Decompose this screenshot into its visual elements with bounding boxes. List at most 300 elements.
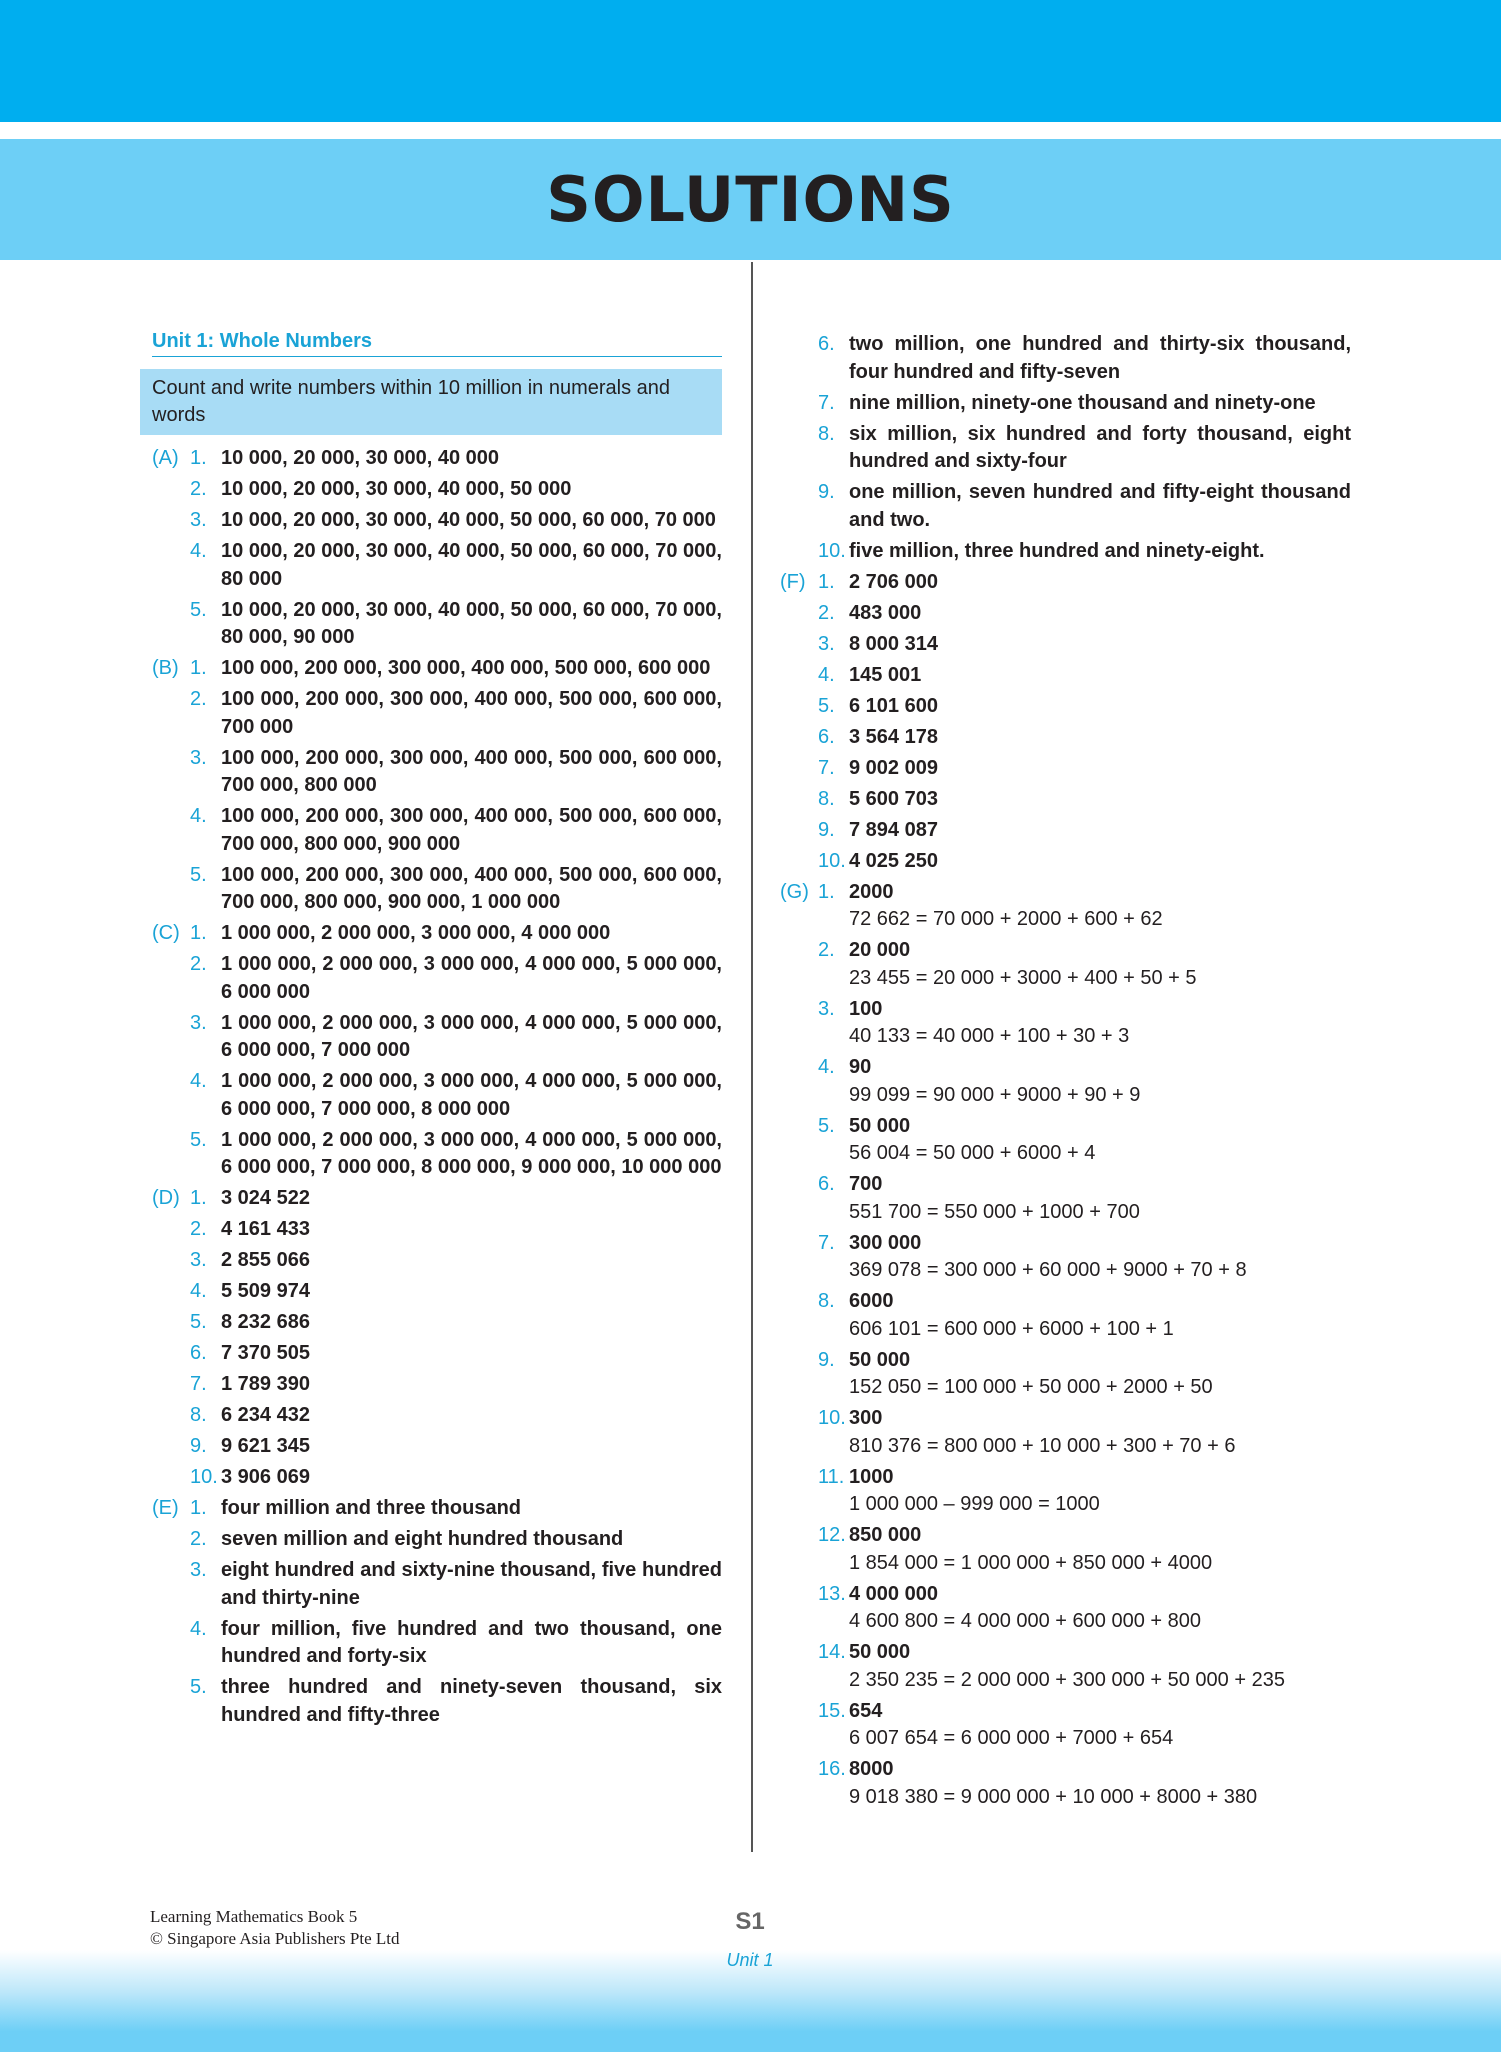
answer-text bbox=[849, 848, 1351, 876]
section-label bbox=[152, 862, 190, 917]
answer-expansion: 810 376 = 800 000 + 10 000 + 300 + 70 + 6 bbox=[849, 1434, 1236, 1457]
answer-item bbox=[152, 1433, 722, 1461]
item-number: 4. bbox=[818, 663, 835, 686]
item-number: 3. bbox=[190, 1559, 207, 1581]
answer-value: 1000 bbox=[849, 1465, 894, 1488]
answer-text bbox=[221, 1278, 722, 1306]
answer-item bbox=[780, 1405, 1351, 1460]
answer-item bbox=[780, 937, 1351, 992]
section-label bbox=[152, 1526, 190, 1554]
item-number: 5. bbox=[190, 598, 207, 621]
answer-text bbox=[221, 1433, 722, 1461]
answer-expansion: 99 099 = 90 000 + 9000 + 90 + 9 bbox=[849, 1083, 1141, 1106]
section-label bbox=[780, 1230, 818, 1285]
item-number: 1. bbox=[190, 1497, 207, 1519]
section-label bbox=[780, 538, 818, 566]
answer-text bbox=[221, 655, 722, 683]
answer-item bbox=[152, 1526, 722, 1554]
section-label bbox=[780, 1347, 818, 1402]
item-number: 9. bbox=[190, 1435, 207, 1457]
answer-item bbox=[780, 724, 1351, 752]
answer-text bbox=[221, 1010, 722, 1065]
answer-value: 300 000 bbox=[849, 1231, 922, 1254]
section-label bbox=[780, 600, 818, 628]
answer-text bbox=[849, 817, 1351, 845]
section-label: (G) bbox=[780, 880, 809, 903]
answer-value: four million, five hundred and two thousand, one hundred and forty-six bbox=[221, 1617, 722, 1667]
topic-box: Count and write numbers within 10 million in numerals and words bbox=[140, 369, 722, 435]
section-label bbox=[152, 1278, 190, 1306]
answer-item bbox=[780, 755, 1351, 783]
item-number: 16. bbox=[818, 1758, 846, 1780]
item-number: 1. bbox=[818, 880, 835, 903]
answer-item bbox=[152, 803, 722, 858]
answer-text bbox=[221, 803, 722, 858]
section-label: (A) bbox=[152, 447, 179, 469]
answer-item bbox=[152, 862, 722, 917]
item-number: 2. bbox=[818, 939, 835, 961]
answer-value: 300 bbox=[849, 1407, 883, 1429]
answer-value: seven million and eight hundred thousand bbox=[221, 1528, 624, 1550]
item-number: 8. bbox=[818, 787, 835, 810]
answer-text bbox=[221, 1127, 722, 1182]
item-number: 12. bbox=[818, 1524, 846, 1546]
answer-value: 10 000, 20 000, 30 000, 40 000 bbox=[221, 447, 500, 469]
answer-text bbox=[221, 1371, 722, 1399]
answer-value: 8 232 686 bbox=[221, 1311, 310, 1333]
answer-text bbox=[849, 662, 1351, 690]
unit-heading: Unit 1: Whole Numbers bbox=[152, 330, 722, 357]
answer-value: 1 789 390 bbox=[221, 1373, 310, 1395]
item-number: 6. bbox=[190, 1342, 207, 1364]
answer-text bbox=[221, 1557, 722, 1612]
answer-text bbox=[221, 1340, 722, 1368]
answer-text bbox=[221, 476, 722, 504]
answer-text bbox=[849, 1698, 1351, 1753]
answer-item bbox=[152, 1495, 722, 1523]
answer-value: 50 000 bbox=[849, 1348, 911, 1371]
answer-item bbox=[780, 662, 1351, 690]
answer-text bbox=[221, 1495, 722, 1523]
answer-text bbox=[849, 1288, 1351, 1343]
answer-text bbox=[849, 421, 1351, 476]
answer-item bbox=[152, 476, 722, 504]
answer-text bbox=[849, 996, 1351, 1051]
item-number: 7. bbox=[190, 1373, 207, 1395]
answer-text bbox=[221, 445, 722, 473]
answer-value: 1 000 000, 2 000 000, 3 000 000, 4 000 000, 5 000 000, 6 000 000, 7 000 000, 8 000 000 bbox=[221, 1070, 722, 1120]
answer-value: nine million, ninety-one thousand and ninety-one bbox=[849, 391, 1316, 414]
section-label bbox=[152, 951, 190, 1006]
section-label bbox=[152, 1127, 190, 1182]
answer-value: 3 024 522 bbox=[221, 1187, 310, 1209]
answer-item bbox=[152, 1340, 722, 1368]
section-label bbox=[780, 421, 818, 476]
item-number: 5. bbox=[190, 1676, 207, 1698]
answer-item bbox=[152, 745, 722, 800]
answer-item bbox=[152, 951, 722, 1006]
answer-text bbox=[849, 724, 1351, 752]
answer-text bbox=[221, 686, 722, 741]
answer-expansion: 369 078 = 300 000 + 60 000 + 9000 + 70 + 8 bbox=[849, 1259, 1247, 1281]
section-label bbox=[780, 1171, 818, 1226]
section-label bbox=[152, 1309, 190, 1337]
item-number: 9. bbox=[818, 481, 835, 503]
answer-value: 2 706 000 bbox=[849, 570, 938, 593]
answer-value: 3 564 178 bbox=[849, 725, 938, 748]
answer-expansion: 2 350 235 = 2 000 000 + 300 000 + 50 000 + 235 bbox=[849, 1668, 1285, 1691]
answer-item bbox=[152, 1010, 722, 1065]
answer-item bbox=[780, 693, 1351, 721]
section-label bbox=[780, 937, 818, 992]
section-label bbox=[152, 686, 190, 741]
answer-item bbox=[780, 569, 1351, 597]
item-number: 8. bbox=[190, 1404, 207, 1426]
answer-value: 483 000 bbox=[849, 601, 922, 624]
item-number: 2. bbox=[818, 601, 835, 624]
answer-expansion: 40 133 = 40 000 + 100 + 30 + 3 bbox=[849, 1025, 1130, 1047]
section-label bbox=[152, 1402, 190, 1430]
section-label bbox=[780, 1054, 818, 1109]
answer-value: four million and three thousand bbox=[221, 1497, 521, 1519]
answer-item bbox=[152, 1402, 722, 1430]
answer-value: 145 001 bbox=[849, 663, 922, 686]
section-label bbox=[152, 1616, 190, 1671]
answer-text bbox=[849, 1171, 1351, 1226]
answer-section bbox=[152, 1495, 722, 1729]
section-label bbox=[780, 1288, 818, 1343]
answer-value: three hundred and ninety-seven thousand, six hundred and fifty-three bbox=[221, 1676, 722, 1726]
answer-item bbox=[780, 1347, 1351, 1402]
answer-value: 9 002 009 bbox=[849, 756, 938, 779]
answer-item bbox=[780, 1054, 1351, 1109]
item-number: 14. bbox=[818, 1641, 846, 1663]
column-divider bbox=[751, 262, 753, 1852]
answer-item bbox=[152, 507, 722, 535]
answer-value: 4 025 250 bbox=[849, 849, 938, 872]
item-number: 1. bbox=[190, 922, 207, 944]
answer-item bbox=[780, 1113, 1351, 1168]
answer-item bbox=[152, 686, 722, 741]
section-label bbox=[780, 755, 818, 783]
item-number: 6. bbox=[818, 1173, 835, 1195]
answer-text bbox=[221, 1216, 722, 1244]
answer-item bbox=[780, 1171, 1351, 1226]
answer-item bbox=[152, 1247, 722, 1275]
item-number: 3. bbox=[190, 746, 207, 769]
item-number: 6. bbox=[818, 725, 835, 748]
answer-expansion: 606 101 = 600 000 + 6000 + 100 + 1 bbox=[849, 1317, 1174, 1340]
item-number: 5. bbox=[818, 694, 835, 717]
item-number: 8. bbox=[818, 1290, 835, 1312]
answer-value: 100 bbox=[849, 997, 883, 1020]
right-sections bbox=[780, 331, 1351, 1811]
answer-value: two million, one hundred and thirty-six thousand, four hundred and fifty-seven bbox=[849, 333, 1351, 383]
answer-value: 850 000 bbox=[849, 1524, 922, 1546]
section-label bbox=[780, 817, 818, 845]
answer-text bbox=[221, 1674, 722, 1729]
answer-text bbox=[849, 786, 1351, 814]
item-number: 3. bbox=[190, 1249, 207, 1271]
item-number: 8. bbox=[818, 422, 835, 445]
answer-text bbox=[849, 1522, 1351, 1577]
publisher: © Singapore Asia Publishers Pte Ltd bbox=[150, 1929, 400, 1948]
answer-item bbox=[152, 1309, 722, 1337]
answer-text bbox=[849, 1405, 1351, 1460]
section-label bbox=[780, 1581, 818, 1636]
item-number: 4. bbox=[190, 1617, 207, 1640]
answer-value: five million, three hundred and ninety-eight. bbox=[849, 539, 1265, 562]
item-number: 2. bbox=[190, 478, 207, 500]
item-number: 1. bbox=[818, 570, 835, 593]
section-label bbox=[152, 597, 190, 652]
section-label: (B) bbox=[152, 657, 179, 679]
answer-text bbox=[221, 951, 722, 1006]
answer-expansion: 1 854 000 = 1 000 000 + 850 000 + 4000 bbox=[849, 1551, 1213, 1574]
answer-text bbox=[849, 693, 1351, 721]
item-number: 3. bbox=[190, 1011, 207, 1034]
answer-text bbox=[849, 1054, 1351, 1109]
item-number: 1. bbox=[190, 1187, 207, 1209]
answer-section bbox=[152, 1185, 722, 1492]
section-label bbox=[152, 803, 190, 858]
answer-value: 7 894 087 bbox=[849, 818, 938, 841]
item-number: 1. bbox=[190, 657, 207, 679]
answer-item bbox=[152, 1278, 722, 1306]
answer-text bbox=[849, 1230, 1351, 1285]
answer-item bbox=[780, 1464, 1351, 1519]
section-label bbox=[152, 507, 190, 535]
section-label: (D) bbox=[152, 1187, 180, 1209]
item-number: 4. bbox=[190, 1280, 207, 1302]
section-label: (E) bbox=[152, 1497, 179, 1519]
answer-item bbox=[780, 1230, 1351, 1285]
item-number: 7. bbox=[818, 1231, 835, 1254]
section-label bbox=[152, 745, 190, 800]
item-number: 13. bbox=[818, 1582, 846, 1605]
answer-item bbox=[780, 1581, 1351, 1636]
answer-expansion: 23 455 = 20 000 + 3000 + 400 + 50 + 5 bbox=[849, 966, 1197, 989]
section-label bbox=[780, 662, 818, 690]
answer-text bbox=[221, 1402, 722, 1430]
item-number: 9. bbox=[818, 818, 835, 841]
answer-value: 5 600 703 bbox=[849, 787, 938, 810]
answer-text bbox=[221, 597, 722, 652]
item-number: 5. bbox=[818, 1114, 835, 1137]
section-label bbox=[152, 1464, 190, 1492]
answer-expansion: 56 004 = 50 000 + 6000 + 4 bbox=[849, 1142, 1096, 1164]
answer-text bbox=[221, 920, 722, 948]
answer-text bbox=[849, 331, 1351, 386]
answer-section bbox=[152, 655, 722, 917]
answer-item bbox=[780, 331, 1351, 386]
page-number: S1 bbox=[735, 1908, 765, 1935]
answer-item bbox=[152, 597, 722, 652]
answer-value: 100 000, 200 000, 300 000, 400 000, 500 000, 600 000, 700 000 bbox=[221, 688, 722, 738]
answer-item bbox=[780, 1288, 1351, 1343]
answer-text bbox=[849, 1639, 1351, 1694]
answer-item bbox=[780, 817, 1351, 845]
answer-value: 6000 bbox=[849, 1290, 894, 1312]
answer-value: 10 000, 20 000, 30 000, 40 000, 50 000, 60 000, 70 000, 80 000 bbox=[221, 540, 722, 590]
answer-value: 1 000 000, 2 000 000, 3 000 000, 4 000 000, 5 000 000, 6 000 000 bbox=[221, 953, 722, 1003]
answer-item bbox=[780, 390, 1351, 418]
answer-value: 100 000, 200 000, 300 000, 400 000, 500 000, 600 000, 700 000, 800 000, 900 000, 1 000 000 bbox=[221, 863, 722, 913]
answer-expansion: 152 050 = 100 000 + 50 000 + 2000 + 50 bbox=[849, 1376, 1213, 1398]
section-label bbox=[780, 786, 818, 814]
item-number: 1. bbox=[190, 447, 207, 469]
answer-text bbox=[849, 1347, 1351, 1402]
answer-value: 90 bbox=[849, 1056, 872, 1078]
answer-item bbox=[780, 1522, 1351, 1577]
section-label bbox=[780, 331, 818, 386]
answer-value: 1 000 000, 2 000 000, 3 000 000, 4 000 000, 5 000 000, 6 000 000, 7 000 000 bbox=[221, 1011, 722, 1061]
section-label bbox=[780, 1639, 818, 1694]
answer-item bbox=[780, 1756, 1351, 1811]
answer-item bbox=[152, 538, 722, 593]
section-label bbox=[152, 1433, 190, 1461]
answer-item bbox=[780, 786, 1351, 814]
answer-text bbox=[849, 1581, 1351, 1636]
answer-value: 8000 bbox=[849, 1758, 894, 1780]
answer-item bbox=[780, 996, 1351, 1051]
item-number: 4. bbox=[190, 805, 207, 827]
answer-text bbox=[221, 538, 722, 593]
item-number: 3. bbox=[190, 509, 207, 531]
item-number: 11. bbox=[818, 1465, 845, 1488]
answer-text bbox=[221, 1185, 722, 1213]
answer-item bbox=[152, 1127, 722, 1182]
answer-item bbox=[780, 879, 1351, 934]
section-label bbox=[780, 1756, 818, 1811]
answer-expansion: 551 700 = 550 000 + 1000 + 700 bbox=[849, 1200, 1140, 1223]
answer-value: 5 509 974 bbox=[221, 1280, 310, 1302]
answer-item bbox=[780, 848, 1351, 876]
answer-text bbox=[849, 879, 1351, 934]
answer-value: 50 000 bbox=[849, 1641, 911, 1663]
answer-item bbox=[152, 1674, 722, 1729]
answer-item bbox=[152, 1557, 722, 1612]
answer-expansion: 4 600 800 = 4 000 000 + 600 000 + 800 bbox=[849, 1610, 1201, 1632]
section-label: (F) bbox=[780, 570, 806, 593]
answer-value: 50 000 bbox=[849, 1114, 911, 1137]
item-number: 5. bbox=[190, 1128, 207, 1151]
answer-value: 100 000, 200 000, 300 000, 400 000, 500 000, 600 000 bbox=[221, 657, 711, 679]
item-number: 6. bbox=[818, 333, 835, 355]
item-number: 2. bbox=[190, 1218, 207, 1240]
section-label bbox=[780, 1405, 818, 1460]
answer-value: 6 101 600 bbox=[849, 694, 938, 717]
answer-item bbox=[152, 1371, 722, 1399]
section-label bbox=[152, 476, 190, 504]
answer-expansion: 6 007 654 = 6 000 000 + 7000 + 654 bbox=[849, 1727, 1174, 1749]
item-number: 7. bbox=[818, 391, 835, 414]
section-label: (C) bbox=[152, 922, 180, 944]
item-number: 4. bbox=[190, 540, 207, 562]
answer-text bbox=[849, 1464, 1351, 1519]
item-number: 10. bbox=[818, 539, 846, 562]
item-number: 3. bbox=[818, 632, 835, 655]
answer-value: 1 000 000, 2 000 000, 3 000 000, 4 000 000 bbox=[221, 922, 611, 944]
section-label bbox=[152, 1010, 190, 1065]
section-label bbox=[152, 538, 190, 593]
answer-text bbox=[221, 1526, 722, 1554]
answer-item bbox=[152, 1616, 722, 1671]
answer-value: 700 bbox=[849, 1173, 883, 1195]
answer-item bbox=[152, 1068, 722, 1123]
answer-text bbox=[849, 937, 1351, 992]
answer-value: six million, six hundred and forty thousand, eight hundred and sixty-four bbox=[849, 422, 1351, 472]
section-label bbox=[152, 1247, 190, 1275]
answer-section bbox=[780, 569, 1351, 876]
answer-item bbox=[152, 445, 722, 473]
answer-value: 9 621 345 bbox=[221, 1435, 310, 1457]
answer-item bbox=[780, 631, 1351, 659]
answer-value: eight hundred and sixty-nine thousand, five hundred and thirty-nine bbox=[221, 1559, 722, 1609]
answer-value: 1 000 000, 2 000 000, 3 000 000, 4 000 000, 5 000 000, 6 000 000, 7 000 000, 8 000 000, 9 000 000, 10 000 000 bbox=[221, 1128, 722, 1178]
answer-value: 100 000, 200 000, 300 000, 400 000, 500 000, 600 000, 700 000, 800 000 bbox=[221, 746, 722, 796]
answer-section bbox=[780, 331, 1351, 565]
section-label bbox=[780, 1464, 818, 1519]
section-label bbox=[780, 631, 818, 659]
item-number: 2. bbox=[190, 688, 207, 710]
answer-value: 8 000 314 bbox=[849, 632, 938, 655]
item-number: 15. bbox=[818, 1699, 846, 1722]
answer-text bbox=[849, 755, 1351, 783]
answer-value: 2000 bbox=[849, 880, 894, 903]
answer-expansion: 1 000 000 – 999 000 = 1000 bbox=[849, 1493, 1100, 1515]
section-label bbox=[152, 1340, 190, 1368]
answer-value: 20 000 bbox=[849, 939, 911, 961]
section-label bbox=[780, 996, 818, 1051]
answer-text bbox=[221, 1309, 722, 1337]
item-number: 3. bbox=[818, 997, 835, 1020]
answer-value: 4 000 000 bbox=[849, 1582, 938, 1605]
section-label bbox=[780, 1113, 818, 1168]
answer-expansion: 72 662 = 70 000 + 2000 + 600 + 62 bbox=[849, 908, 1163, 930]
section-label bbox=[780, 1698, 818, 1753]
item-number: 5. bbox=[190, 863, 207, 886]
answer-value: 2 855 066 bbox=[221, 1249, 310, 1271]
section-label bbox=[152, 1371, 190, 1399]
answer-text bbox=[221, 1068, 722, 1123]
section-label bbox=[780, 693, 818, 721]
section-label bbox=[152, 1068, 190, 1123]
answer-value: 10 000, 20 000, 30 000, 40 000, 50 000, 60 000, 70 000, 80 000, 90 000 bbox=[221, 598, 722, 648]
item-number: 10. bbox=[190, 1466, 218, 1488]
answer-item bbox=[152, 1464, 722, 1492]
answer-item bbox=[780, 600, 1351, 628]
answer-text bbox=[849, 1756, 1351, 1811]
answer-text bbox=[849, 1113, 1351, 1168]
answer-text bbox=[221, 862, 722, 917]
item-number: 10. bbox=[818, 1407, 846, 1429]
page-title: SOLUTIONS bbox=[546, 163, 955, 236]
answer-text bbox=[849, 479, 1351, 534]
answer-item bbox=[780, 538, 1351, 566]
answer-value: 7 370 505 bbox=[221, 1342, 310, 1364]
answer-item bbox=[780, 1639, 1351, 1694]
item-number: 2. bbox=[190, 1528, 207, 1550]
item-number: 7. bbox=[818, 756, 835, 779]
answer-item bbox=[152, 655, 722, 683]
answer-value: 654 bbox=[849, 1699, 883, 1722]
answer-value: 10 000, 20 000, 30 000, 40 000, 50 000, 60 000, 70 000 bbox=[221, 509, 716, 531]
item-number: 9. bbox=[818, 1348, 835, 1371]
item-number: 2. bbox=[190, 953, 207, 975]
answer-text bbox=[849, 538, 1351, 566]
section-label bbox=[780, 479, 818, 534]
